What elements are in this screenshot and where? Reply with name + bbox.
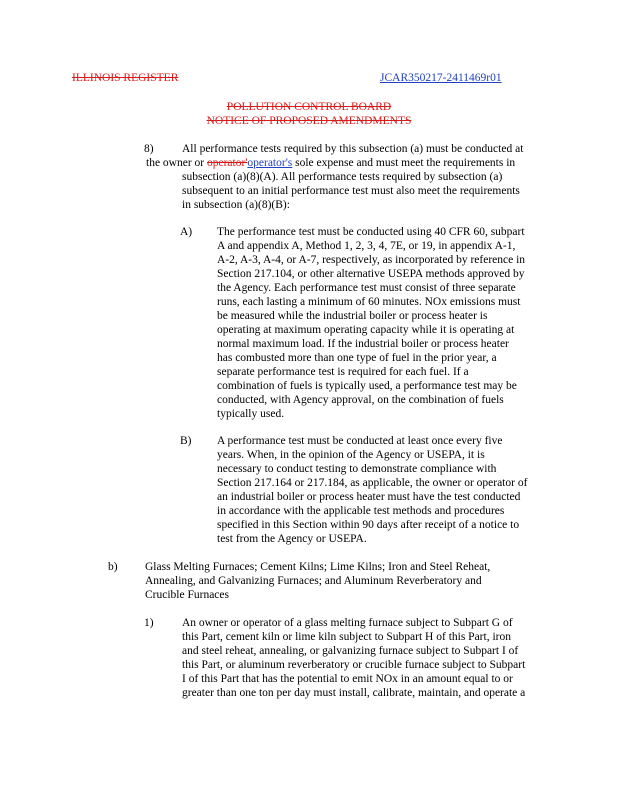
notice-title: NOTICE OF PROPOSED AMENDMENTS [206, 115, 412, 127]
item-b-label: b) [108, 561, 118, 573]
item-A-line: be measured while the industrial boiler or process heater is [217, 310, 488, 322]
item-8-line-edited-rest: sole expense and must meet the requirements in [292, 157, 516, 169]
item-A-line: has combusted more than one type of fuel in the prior year, a [217, 352, 497, 364]
item-b-line: Glass Melting Furnaces; Cement Kilns; Lime Kilns; Iron and Steel Reheat, [145, 561, 491, 573]
item-b-line: Annealing, and Galvanizing Furnaces; and Aluminum Reverberatory and [145, 575, 482, 587]
item-B-line: years. When, in the opinion of the Agency or USEPA, it is [217, 449, 485, 461]
inserted-text: operator's [247, 157, 293, 169]
item-A-line: normal maximum load. If the industrial boiler or process heater [217, 338, 509, 350]
item-B-line: specified in this Section within 90 days after receipt of a notice to [217, 519, 520, 531]
jcar-code-suffix: r01 [486, 72, 502, 84]
item-1-line: and steel reheat, annealing, or galvanizing furnace subject to Subpart I of [182, 645, 519, 657]
item-B-line: test from the Agency or USEPA. [217, 533, 367, 545]
item-1-label: 1) [144, 617, 154, 629]
item-B-label: B) [180, 435, 192, 447]
item-A-line: conducted, with Agency approval, on the combination of fuels [217, 394, 504, 406]
item-1-line: greater than one ton per day must install, calibrate, maintain, and operate a [182, 687, 526, 699]
item-A-line: Section 217.104, or other alternative USEPA methods approved by [217, 268, 525, 280]
item-8-line-edited-text: the owner or [146, 157, 207, 169]
item-A-line: runs, each lasting a minimum of 60 minutes. NOx emissions must [217, 296, 521, 308]
item-1-line: I of this Part that has the potential to emit NOx in an amount equal to or [182, 673, 513, 685]
item-B-line: in accordance with the applicable test methods and procedures [217, 505, 505, 517]
jcar-code-text: JCAR350217-2411469 [380, 72, 487, 84]
deleted-text: operator' [207, 157, 248, 169]
board-title: POLLUTION CONTROL BOARD [226, 101, 392, 113]
item-8-line-edited [146, 157, 515, 170]
item-8-line: subsequent to an initial performance test must also meet the requirements [182, 185, 520, 197]
item-8-line: in subsection (a)(8)(B): [182, 199, 290, 211]
item-B-line: Section 217.164 or 217.184, as applicable, the owner or operator of [217, 477, 528, 489]
item-8-line: subsection (a)(8)(A). All performance tests required by subsection (a) [182, 171, 503, 183]
item-B-line: A performance test must be conducted at least once every five [217, 435, 503, 447]
item-1-line: this Part, or aluminum reverberatory or crucible furnace subject to Subpart [182, 659, 526, 671]
item-A-line: the Agency. Each performance test must consist of three separate [217, 282, 516, 294]
item-b-line: Crucible Furnaces [145, 589, 229, 601]
item-B-line: an industrial boiler or process heater must have the test conducted [217, 491, 521, 503]
item-B-line: necessary to conduct testing to demonstrate compliance with [217, 463, 497, 475]
item-A-label: A) [180, 226, 193, 238]
item-A-line: typically used. [217, 408, 285, 420]
item-8-line: All performance tests required by this subsection (a) must be conducted at [182, 143, 524, 155]
header-jcar-code [380, 72, 502, 84]
item-A-line: operating at maximum operating capacity while it is operating at [217, 324, 515, 336]
item-1-line: An owner or operator of a glass melting furnace subject to Subpart G of [182, 617, 513, 629]
item-1-line: this Part, cement kiln or lime kiln subject to Subpart H of this Part, iron [182, 631, 511, 643]
item-A-line: The performance test must be conducted using 40 CFR 60, subpart [217, 226, 525, 238]
item-A-line: A-2, A-3, A-4, or A-7, respectively, as incorporated by reference in [217, 254, 526, 266]
item-8-label: 8) [144, 143, 154, 155]
item-A-line: A and appendix A, Method 1, 2, 3, 4, 7E, or 19, in appendix A-1, [217, 240, 516, 252]
item-A-line: combination of fuels is typically used, a performance test may be [217, 380, 517, 392]
header-register: ILLINOIS REGISTER [72, 72, 179, 84]
item-A-line: separate performance test is required for each fuel. If a [217, 366, 469, 378]
